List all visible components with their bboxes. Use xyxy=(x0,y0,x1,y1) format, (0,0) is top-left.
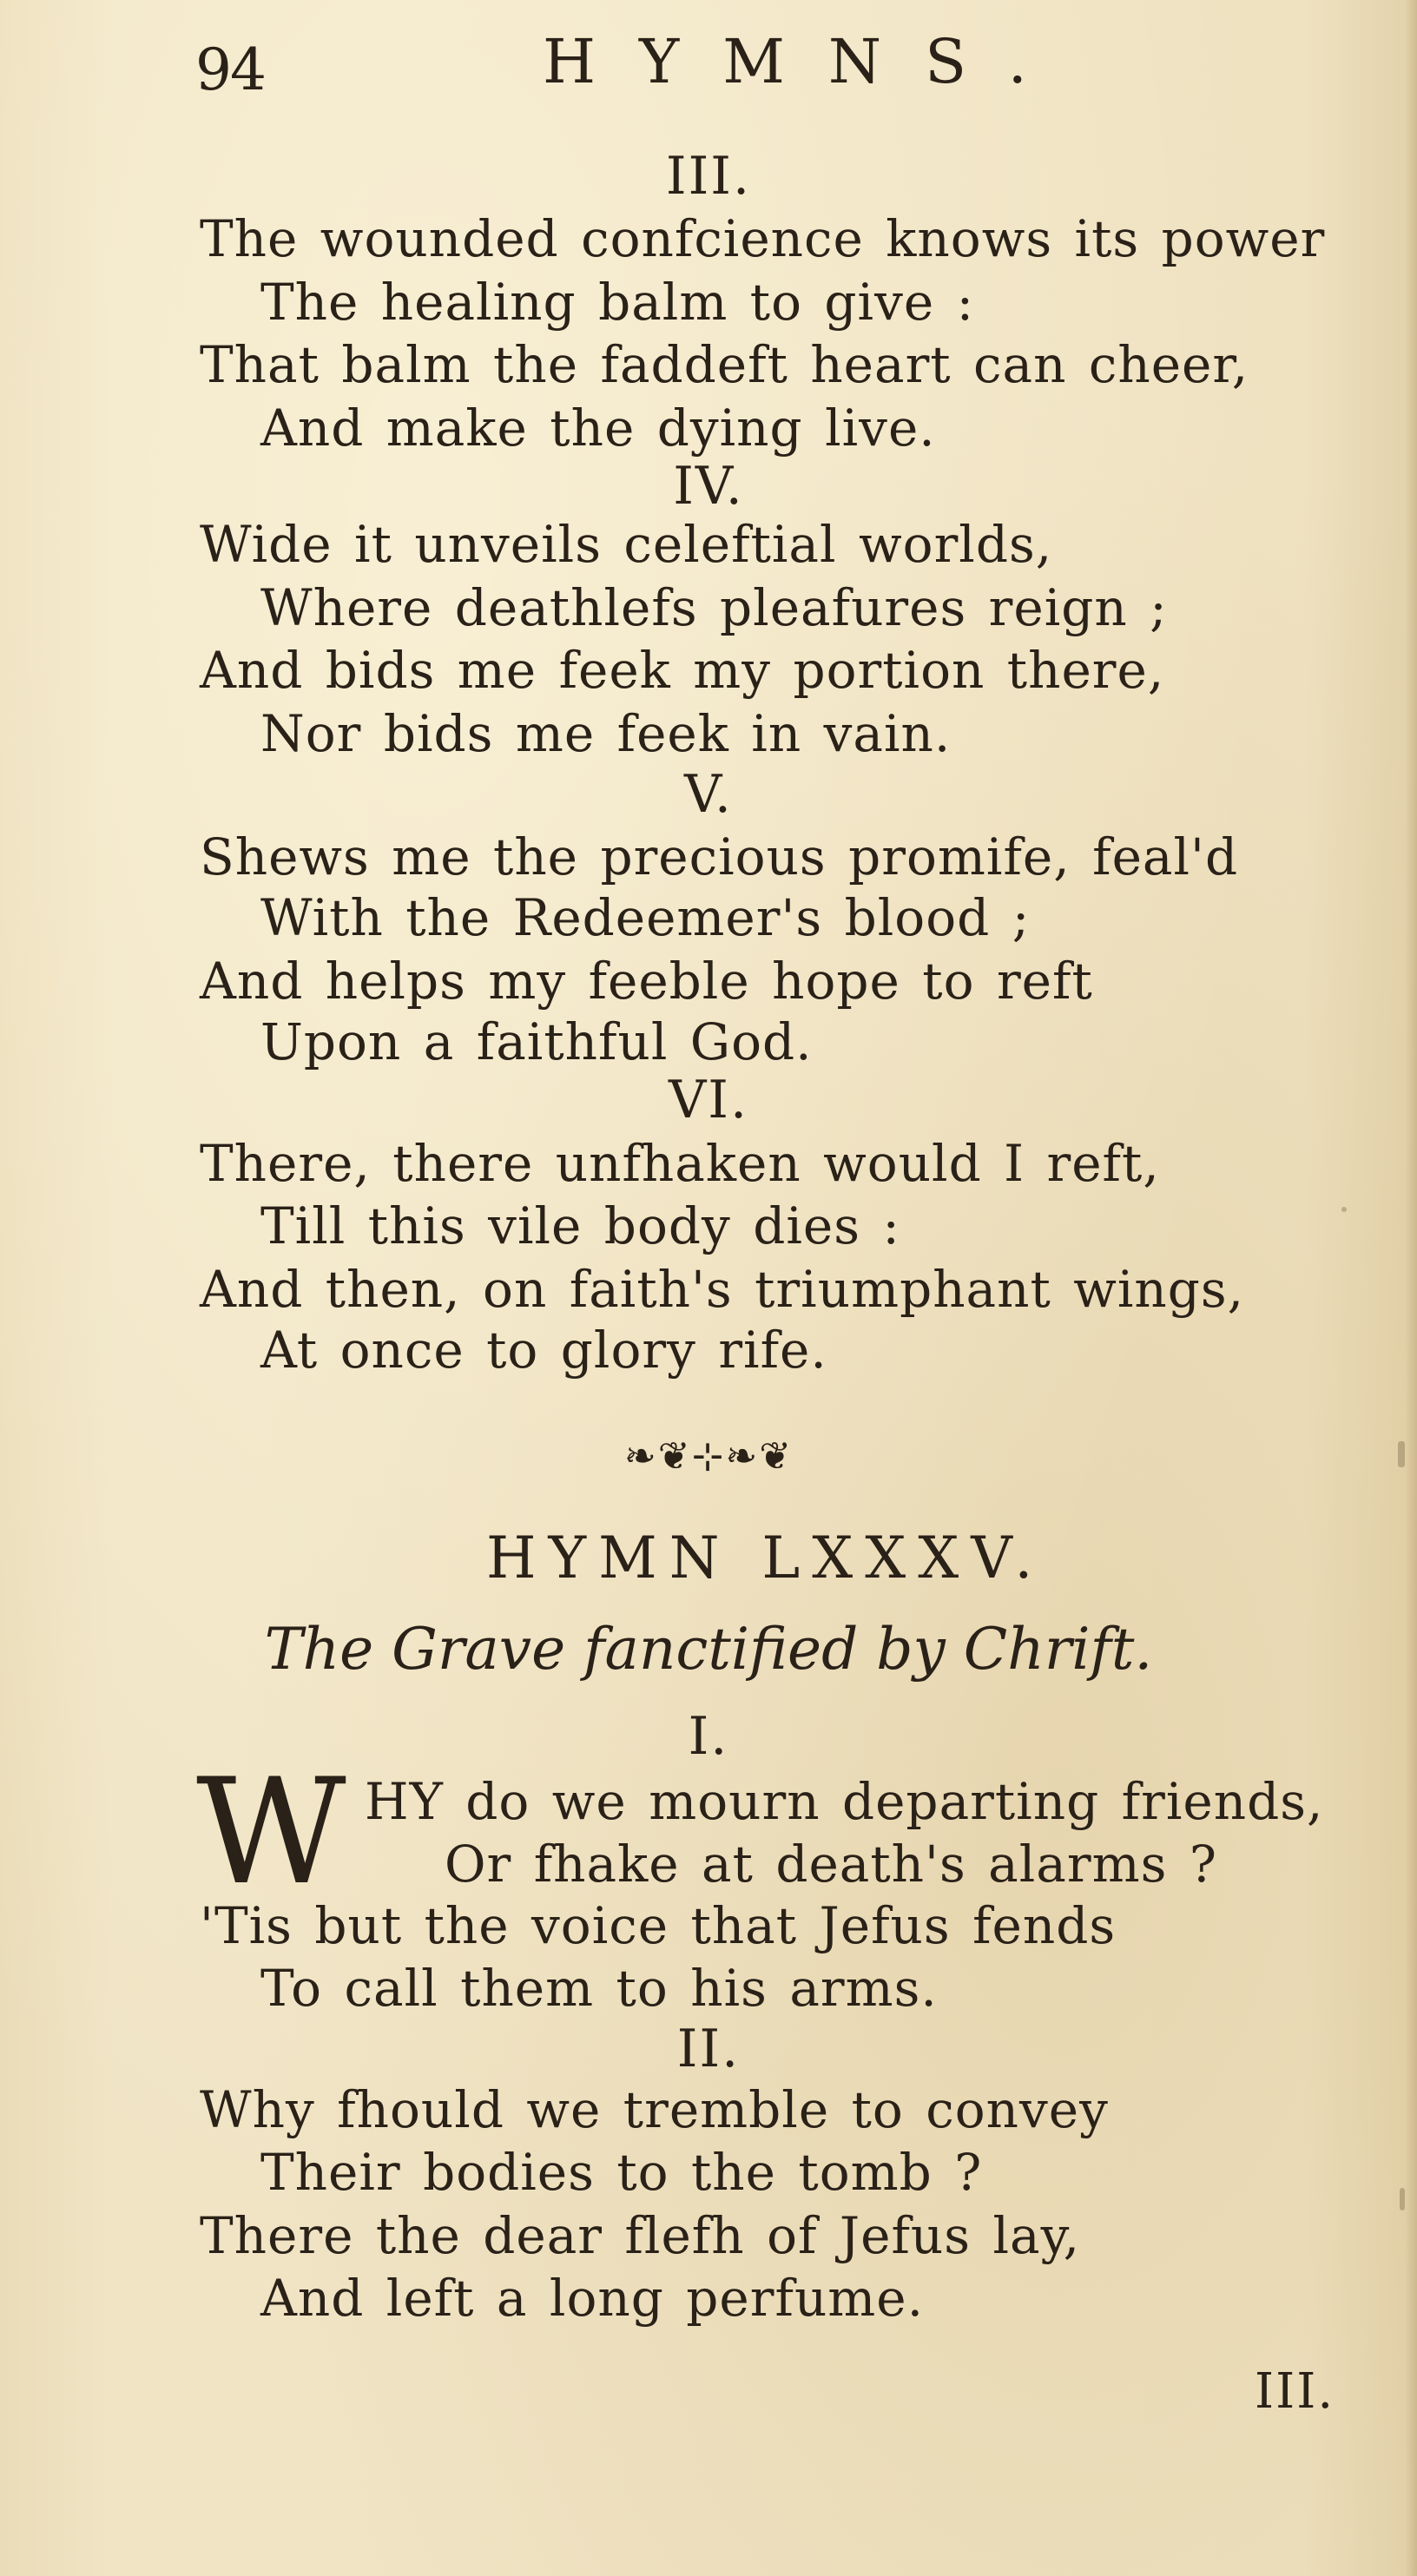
page-edge-shadow xyxy=(1405,0,1417,2576)
verse-line: To call them to his arms. xyxy=(260,1959,938,2018)
verse-line: And left a long perfume. xyxy=(260,2269,925,2328)
verse-line: HY do we mourn departing friends, xyxy=(365,1772,1324,1831)
verse-line: And then, on faith's triumphant wings, xyxy=(200,1260,1245,1319)
verse-line: Why fhould we tremble to convey xyxy=(200,2080,1109,2139)
stanza-number: I. xyxy=(688,1706,729,1767)
stanza-number: II. xyxy=(676,2019,741,2079)
stanza-number: III. xyxy=(665,146,752,207)
verse-line: Upon a faithful God. xyxy=(260,1012,813,1071)
verse-line: The healing balm to give : xyxy=(260,273,975,332)
printers-ornament: ❧❦⊹❧❦ xyxy=(623,1434,794,1479)
verse-line: That balm the faddeft heart can cheer, xyxy=(200,335,1249,394)
paper-speck xyxy=(1341,1207,1347,1212)
catchword: III. xyxy=(1255,2363,1335,2420)
verse-line: Their bodies to the tomb ? xyxy=(260,2143,983,2202)
page-header xyxy=(195,26,1237,104)
verse-line: With the Redeemer's blood ; xyxy=(260,888,1031,947)
stanza-number: V. xyxy=(684,764,733,825)
page-number: 94 xyxy=(195,36,265,103)
stanza-number: IV. xyxy=(673,456,744,517)
verse-line: Shews me the precious promife, feal'd xyxy=(200,827,1239,886)
verse-line: At once to glory rife. xyxy=(260,1321,827,1380)
drop-cap-initial: W xyxy=(196,1747,343,1917)
verse-line: There, there unfhaken would I reft, xyxy=(200,1134,1160,1193)
hymn-subtitle: The Grave fanctified by Chrift. xyxy=(264,1616,1153,1683)
paper-speck xyxy=(1400,2188,1405,2210)
verse-line: And make the dying live. xyxy=(260,399,936,458)
hymn-title: HYMN LXXXV. xyxy=(486,1525,1045,1591)
verse-line: Till this vile body dies : xyxy=(260,1196,900,1255)
paper-speck xyxy=(1398,1441,1405,1467)
verse-line: And helps my feeble hope to reft xyxy=(200,952,1093,1011)
verse-line: 'Tis but the voice that Jefus fends xyxy=(200,1896,1117,1955)
verse-line: The wounded confcience knows its power xyxy=(200,209,1326,268)
stanza-number: VI. xyxy=(668,1070,749,1130)
verse-line: Nor bids me feek in vain. xyxy=(260,704,952,763)
verse-line: There the dear flefh of Jefus lay, xyxy=(200,2206,1081,2265)
verse-line: And bids me feek my portion there, xyxy=(200,641,1165,700)
verse-line: Where deathlefs pleafures reign ; xyxy=(260,578,1168,637)
verse-line: Wide it unveils celeftial worlds, xyxy=(200,515,1053,574)
verse-line: Or fhake at death's alarms ? xyxy=(445,1835,1217,1894)
running-title: HYMNS. xyxy=(543,26,1071,97)
